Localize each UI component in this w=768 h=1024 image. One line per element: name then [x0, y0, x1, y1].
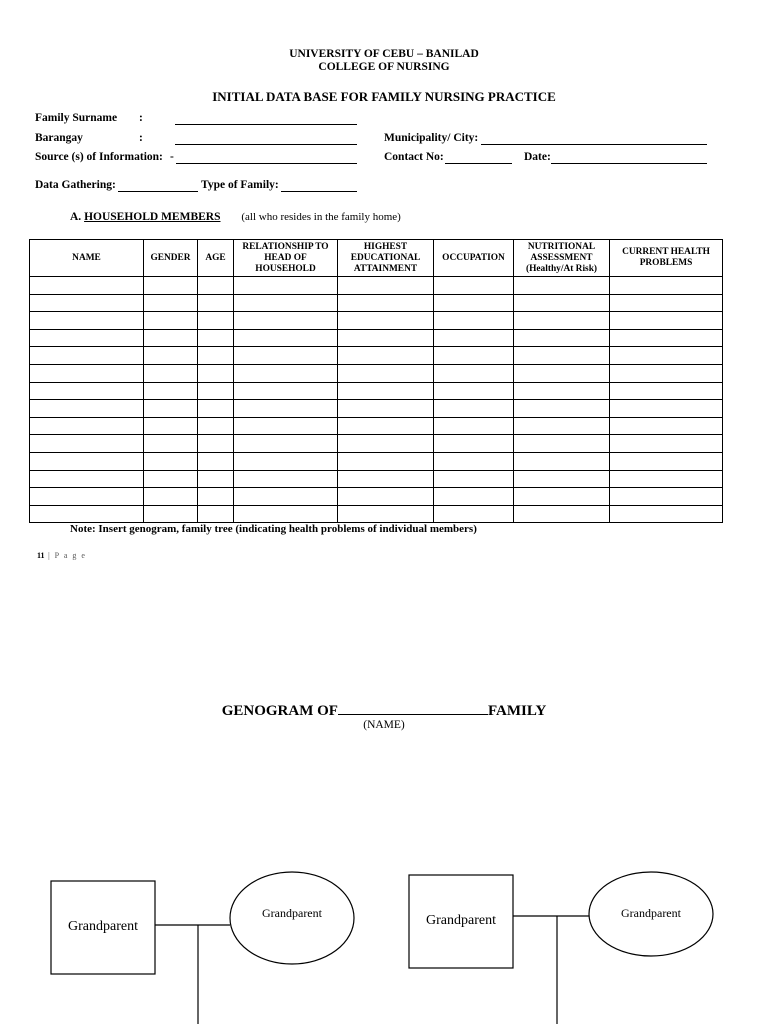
- col-age: AGE: [198, 240, 234, 277]
- genogram-title-end: FAMILY: [487, 703, 547, 719]
- form-title: INITIAL DATA BASE FOR FAMILY NURSING PRACTICE: [212, 89, 556, 104]
- grandparent-label: Grandparent: [621, 906, 681, 920]
- college-name: COLLEGE OF NURSING: [318, 61, 450, 73]
- date-label: Date:: [524, 151, 551, 163]
- col-health: CURRENT HEALTH PROBLEMS: [610, 240, 723, 277]
- col-occupation: OCCUPATION: [434, 240, 514, 277]
- genogram-title-start: GENOGRAM OF: [221, 703, 338, 719]
- section-letter: A.: [70, 211, 82, 223]
- municipality-label: Municipality/ City:: [384, 132, 479, 144]
- genogram-name-hint: (NAME): [363, 719, 405, 731]
- col-education: HIGHEST EDUCATIONAL ATTAINMENT: [338, 240, 434, 277]
- section-title: HOUSEHOLD MEMBERS: [84, 211, 221, 223]
- page-word: | P a g e: [48, 551, 87, 560]
- grandparent-label: Grandparent: [262, 906, 322, 920]
- barangay-colon: :: [139, 132, 143, 144]
- col-name: NAME: [30, 240, 144, 277]
- col-gender: GENDER: [144, 240, 198, 277]
- family-surname-colon: :: [139, 112, 143, 124]
- contact-label: Contact No:: [384, 151, 444, 163]
- col-nutrition: NUTRITIONAL ASSESSMENT (Healthy/At Risk): [514, 240, 610, 277]
- university-name: UNIVERSITY OF CEBU – BANILAD: [289, 48, 479, 60]
- grandparent-label: Grandparent: [68, 919, 138, 934]
- type-of-family-label: Type of Family:: [201, 179, 279, 191]
- barangay-label: Barangay: [35, 132, 83, 144]
- source-label: Source (s) of Information:: [35, 151, 163, 163]
- data-gathering-label: Data Gathering:: [35, 179, 116, 191]
- grandparent-label: Grandparent: [426, 913, 496, 928]
- genogram-note: Note: Insert genogram, family tree (indicating health problems of individual members): [70, 523, 477, 535]
- col-relationship: RELATIONSHIP TO HEAD OF HOUSEHOLD: [234, 240, 338, 277]
- source-dash: -: [170, 151, 174, 163]
- page-number: 11: [37, 551, 45, 560]
- section-note: (all who resides in the family home): [241, 211, 401, 223]
- family-surname-label: Family Surname: [35, 112, 118, 124]
